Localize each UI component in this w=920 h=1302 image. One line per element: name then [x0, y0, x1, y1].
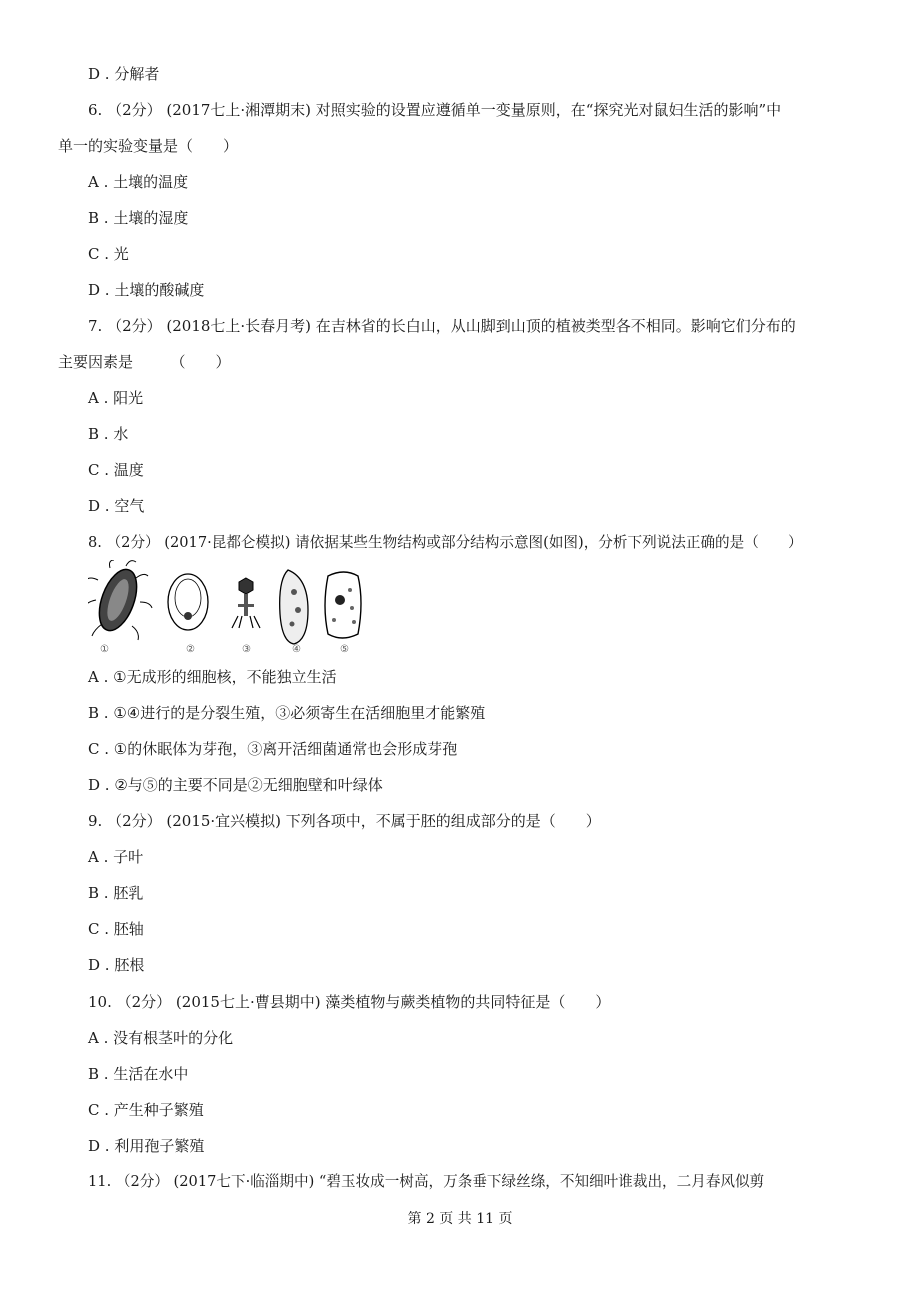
q8-option-a: A . ①无成形的细胞核，不能独立生活 — [88, 668, 337, 686]
figure-label-4: ④ — [292, 644, 301, 655]
q8-stem: 8. （2分） (2017·昆都仑模拟) 请依据某些生物结构或部分结构示意图(如图)，分析下列说法正确的是（ ） — [88, 534, 803, 551]
figure-label-3: ③ — [242, 644, 251, 655]
q10-option-b: B . 生活在水中 — [88, 1065, 189, 1083]
q10-option-c: C . 产生种子繁殖 — [88, 1101, 204, 1119]
plant-cell-drawing — [325, 572, 361, 638]
q7-option-a: A . 阳光 — [88, 389, 144, 407]
q7-option-b: B . 水 — [88, 425, 129, 443]
q5-option-d: D . 分解者 — [88, 65, 160, 83]
q8-option-b: B . ①④进行的是分裂生殖，③必须寄生在活细胞里才能繁殖 — [88, 704, 486, 722]
figure-label-2: ② — [186, 644, 195, 655]
page-number-footer: 第 2 页 共 11 页 — [407, 1211, 513, 1227]
bacterium-drawing — [88, 560, 152, 640]
q9-stem: 9. （2分） (2015·宜兴模拟) 下列各项中，不属于胚的组成部分的是（ ） — [88, 812, 601, 830]
q7-stem: 7. （2分） (2018七上·长春月考) 在吉林省的长白山，从山脚到山顶的植被类型各不相同。影响它们分布的 — [88, 317, 796, 335]
q8-option-d: D . ②与⑤的主要不同是②无细胞壁和叶绿体 — [88, 776, 383, 794]
q7-option-d: D . 空气 — [88, 497, 145, 515]
q6-option-b: B . 土壤的湿度 — [88, 209, 189, 227]
q6-stem: 6. （2分） (2017七上·湘潭期末) 对照实验的设置应遵循单一变量原则，在“探究光对鼠妇生活的影响”中 — [88, 101, 782, 119]
q6-option-c: C . 光 — [88, 245, 129, 263]
q9-option-d: D . 胚根 — [88, 956, 145, 974]
organism-structure-figure — [88, 560, 378, 656]
q11-stem: 11. （2分） (2017七下·临淄期中) “碧玉妆成一树高，万条垂下绿丝绦，不知细叶谁裁出，二月春风似剪 — [88, 1173, 765, 1190]
animal-cell-drawing — [168, 574, 208, 630]
q10-option-a: A . 没有根茎叶的分化 — [88, 1029, 234, 1047]
figure-label-5: ⑤ — [340, 644, 349, 655]
q6-stem-cont: 单一的实验变量是（ ） — [58, 137, 239, 155]
q8-option-c: C . ①的休眠体为芽孢，③离开活细菌通常也会形成芽孢 — [88, 740, 458, 758]
virus-drawing — [232, 578, 260, 628]
figure-label-1: ① — [100, 644, 109, 655]
q6-option-a: A . 土壤的温度 — [88, 173, 189, 191]
q10-option-d: D . 利用孢子繁殖 — [88, 1137, 205, 1155]
paramecium-drawing — [280, 570, 308, 644]
q9-option-b: B . 胚乳 — [88, 884, 144, 902]
q10-stem: 10. （2分） (2015七上·曹县期中) 藻类植物与蕨类植物的共同特征是（ ） — [88, 993, 611, 1011]
q7-stem-cont: 主要因素是 （ ） — [58, 353, 231, 371]
q9-option-a: A . 子叶 — [88, 848, 144, 866]
organism-diagram — [88, 560, 378, 656]
q7-option-c: C . 温度 — [88, 461, 144, 479]
q9-option-c: C . 胚轴 — [88, 920, 144, 938]
q6-option-d: D . 土壤的酸碱度 — [88, 281, 205, 299]
